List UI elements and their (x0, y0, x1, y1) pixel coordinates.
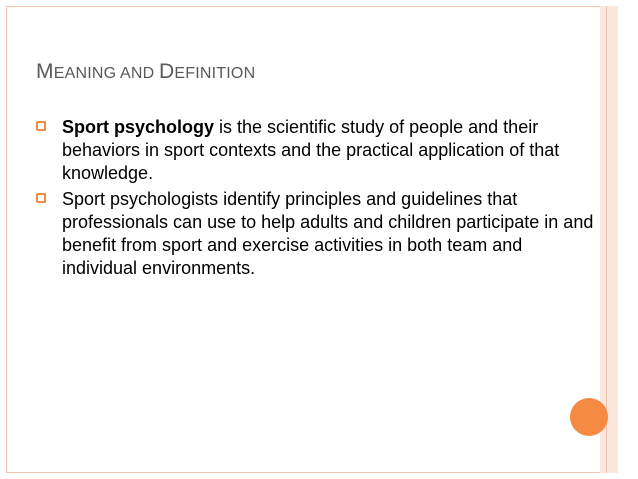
checkbox-bullet-icon (36, 193, 46, 203)
slide-title (36, 60, 255, 84)
right-band-line (606, 6, 607, 473)
title-part-1: M (36, 60, 54, 83)
bullet-item (36, 188, 601, 280)
bullet-bold-term: Sport psychology (62, 117, 215, 137)
bullet-text: Sport psychologists identify principles and guidelines that professionals can use to help adults and children participate in and benefit from sport and exercise activities in both team and individual environments. (62, 189, 594, 278)
title-part-3: D (159, 60, 175, 83)
checkbox-bullet-icon (36, 121, 46, 131)
title-part-2: EANING AND (53, 65, 160, 82)
title-part-4: EFINITION (174, 65, 256, 82)
bullet-list (36, 116, 601, 283)
bullet-text: is the scientific study of people and their behaviors in sport contexts and the practical application of that knowledge. (62, 117, 560, 183)
accent-circle (570, 398, 608, 436)
bullet-item (36, 116, 601, 185)
